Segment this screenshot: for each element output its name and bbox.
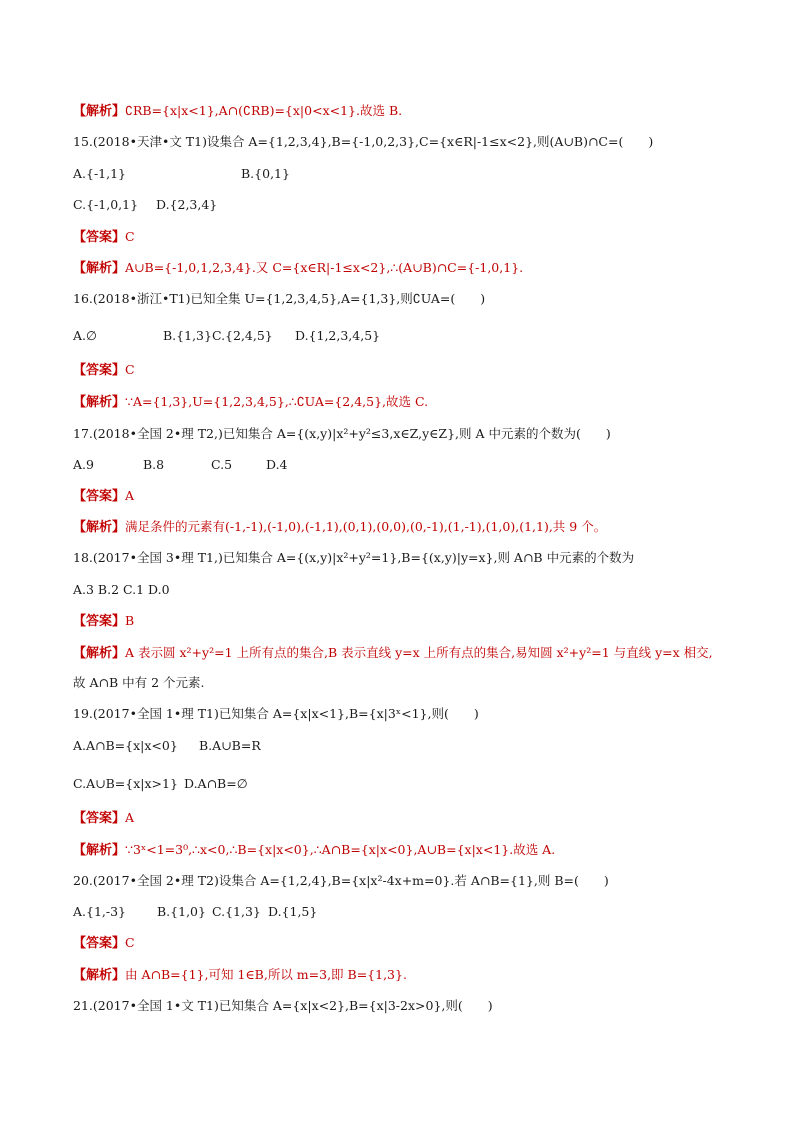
option-d: D.{2,3,4} <box>156 197 218 212</box>
analysis-line <box>73 260 764 277</box>
analysis-tag: 【解析】 <box>73 261 126 276</box>
option-d: D.4 <box>266 457 288 472</box>
option-a: A.∅ <box>73 328 97 343</box>
options-row <box>73 738 764 754</box>
answer-value: C <box>125 229 135 244</box>
option-a: A.{1,-3} <box>73 904 127 919</box>
analysis-text: ∵3ˣ<1=3⁰,∴x<0,∴B={x|x<0},∴A∩B={x|x<0},A∪B={x|x<1}.故选 A. <box>125 842 556 857</box>
analysis-tag: 【解析】 <box>73 520 126 535</box>
option-d: D.{1,5} <box>268 904 318 919</box>
options-abcd: A.3 B.2 C.1 D.0 <box>73 582 170 597</box>
question-17: 17.(2018•全国 2•理 T2,)已知集合 A={(x,y)|x²+y²≤3,x∈Z,y∈Z},则 A 中元素的个数为( ) <box>73 426 611 441</box>
option-b: B.A∪B=R <box>199 738 261 753</box>
analysis-line <box>73 967 764 984</box>
question-15: 15.(2018•天津•文 T1)设集合 A={1,2,3,4},B={-1,0,2,3},C={x∈R|-1≤x<2},则(A∪B)∩C=( ) <box>73 134 654 149</box>
analysis-line <box>73 842 764 859</box>
answer-tag: 【答案】 <box>73 230 126 245</box>
option-c: C.5 <box>211 457 233 472</box>
analysis-tag: 【解析】 <box>73 104 126 119</box>
option-b: B.{0,1} <box>241 166 290 181</box>
answer-tag: 【答案】 <box>73 936 126 951</box>
analysis-continuation: 故 A∩B 中有 2 个元素. <box>73 675 205 690</box>
answer-line <box>73 229 764 246</box>
options-row <box>73 328 764 344</box>
analysis-text: ∵A={1,3},U={1,2,3,4,5},∴∁UA={2,4,5},故选 C. <box>125 394 429 409</box>
option-c: C.{-1,0,1} <box>73 197 139 212</box>
question-16: 16.(2018•浙江•T1)已知全集 U={1,2,3,4,5},A={1,3},则∁UA=( ) <box>73 291 486 306</box>
question-18: 18.(2017•全国 3•理 T1,)已知集合 A={(x,y)|x²+y²=1},B={(x,y)|y=x},则 A∩B 中元素的个数为 <box>73 550 635 565</box>
analysis-text: 满足条件的元素有(-1,-1),(-1,0),(-1,1),(0,1),(0,0),(0,-1),(1,-1),(1,0),(1,1),共 9 个。 <box>125 519 607 534</box>
analysis-line <box>73 394 764 411</box>
analysis-tag: 【解析】 <box>73 646 126 661</box>
answer-line <box>73 362 764 379</box>
option-c: C.{1,3} <box>212 904 261 919</box>
answer-value: A <box>125 810 135 825</box>
answer-line <box>73 613 764 630</box>
analysis-line <box>73 645 764 662</box>
answer-value: B <box>125 613 135 628</box>
option-bc: B.{1,3}C.{2,4,5} <box>163 328 273 343</box>
analysis-tag: 【解析】 <box>73 843 126 858</box>
option-c: C.A∪B={x|x>1} <box>73 776 178 791</box>
question-21: 21.(2017•全国 1•文 T1)已知集合 A={x|x<2},B={x|3-2x>0},则( ) <box>73 998 493 1013</box>
analysis-tag: 【解析】 <box>73 968 126 983</box>
options-row <box>73 904 764 920</box>
option-d: D.{1,2,3,4,5} <box>295 328 381 343</box>
analysis-text: ∁RB={x|x<1},A∩(∁RB)={x|0<x<1}.故选 B. <box>125 103 403 118</box>
options-row <box>73 776 764 792</box>
option-a: A.A∩B={x|x<0} <box>73 738 178 753</box>
answer-value: A <box>125 488 135 503</box>
answer-tag: 【答案】 <box>73 363 126 378</box>
options-row <box>73 166 764 182</box>
analysis-tag: 【解析】 <box>73 395 126 410</box>
answer-tag: 【答案】 <box>73 489 126 504</box>
analysis-line <box>73 103 764 120</box>
option-a: A.9 <box>73 457 94 472</box>
answer-line <box>73 488 764 505</box>
question-19: 19.(2017•全国 1•理 T1)已知集合 A={x|x<1},B={x|3ˣ<1},则( ) <box>73 706 479 721</box>
answer-value: C <box>125 362 135 377</box>
options-row <box>73 457 764 473</box>
option-b: B.{1,0} <box>157 904 206 919</box>
option-a: A.{-1,1} <box>73 166 127 181</box>
option-b: B.8 <box>143 457 165 472</box>
analysis-text: A 表示圆 x²+y²=1 上所有点的集合,B 表示直线 y=x 上所有点的集合,易知圆 x²+y²=1 与直线 y=x 相交, <box>125 645 713 660</box>
analysis-text: 由 A∩B={1},可知 1∈B,所以 m=3,即 B={1,3}. <box>125 967 407 982</box>
answer-tag: 【答案】 <box>73 614 126 629</box>
option-d: D.A∩B=∅ <box>184 776 248 791</box>
answer-tag: 【答案】 <box>73 811 126 826</box>
options-row <box>73 197 764 213</box>
options-row <box>73 582 764 598</box>
answer-line <box>73 935 764 952</box>
answer-value: C <box>125 935 135 950</box>
analysis-text: A∪B={-1,0,1,2,3,4}.又 C={x∈R|-1≤x<2},∴(A∪B)∩C={-1,0,1}. <box>125 260 524 275</box>
analysis-line <box>73 519 764 536</box>
answer-line <box>73 810 764 827</box>
question-20: 20.(2017•全国 2•理 T2)设集合 A={1,2,4},B={x|x²-4x+m=0}.若 A∩B={1},则 B=( ) <box>73 873 609 888</box>
